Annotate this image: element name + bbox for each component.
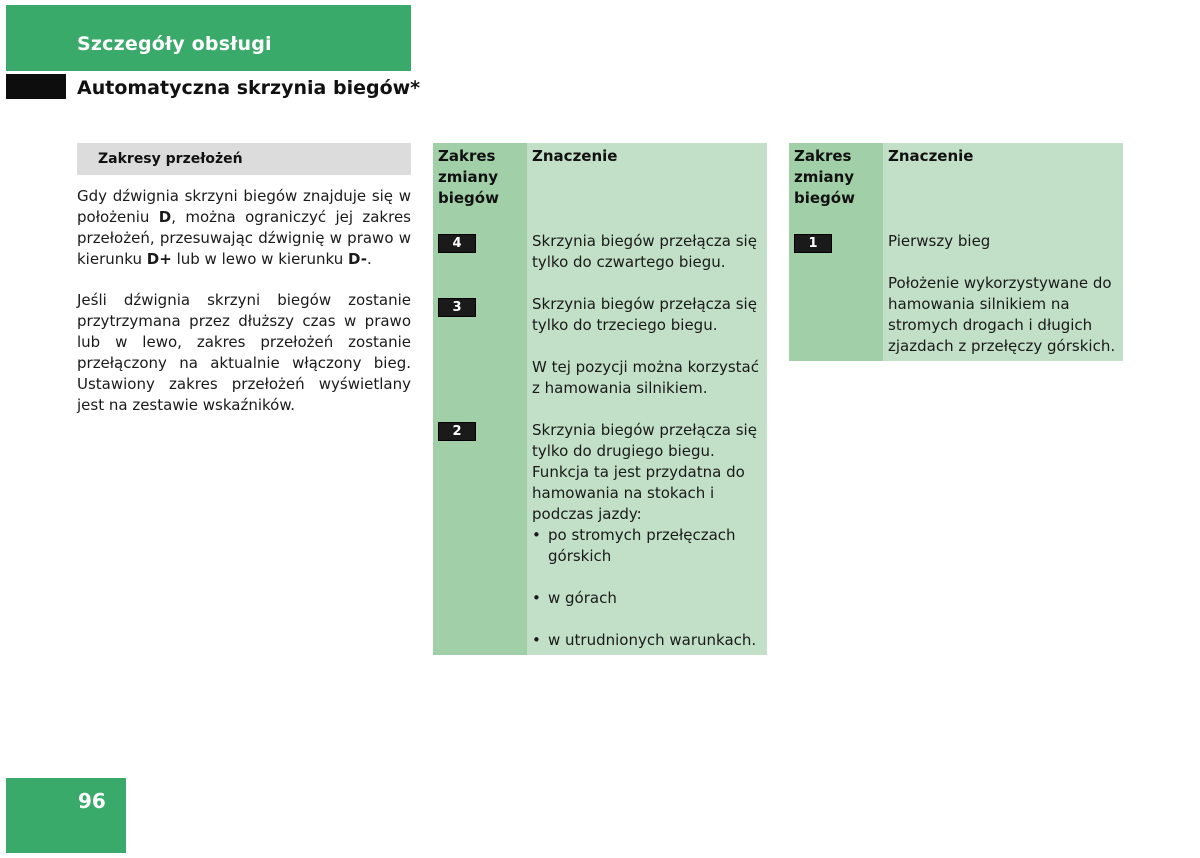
section-title: Szczegóły obsługi [77, 33, 272, 55]
gear-4-badge: 4 [438, 234, 476, 253]
page-title: Automatyczna skrzynia biegów* [77, 77, 421, 99]
gear-3-description: Skrzynia biegów przełącza się tylko do trzeciego biegu. [532, 295, 757, 334]
table-column-right [527, 143, 767, 655]
gear-2-description: Skrzynia biegów przełącza się tylko do drugiego biegu. Funkcja ta jest przydatna do hamowania na stokach i podczas jazdy: [532, 421, 757, 523]
gear-1-note: Położenie wykorzystywane do hamowania silnikiem na stromych drogach i długich zjazdach z przełęczy górskich. [888, 274, 1116, 355]
bullet-icon: • [532, 589, 541, 607]
table-header-meaning: Znaczenie [532, 147, 618, 165]
gear-2-badge: 2 [438, 422, 476, 441]
table-header-meaning: Znaczenie [888, 147, 974, 165]
gear-range-table-2 [789, 143, 1123, 361]
gear-1-description: Pierwszy bieg [888, 232, 991, 250]
gear-3-badge: 3 [438, 298, 476, 317]
gear-range-table: Zakres zmiany biegów Znaczenie 4 Skrzynia biegów przełącza się tylko do czwartego biegu. 3 Skrzynia biegów przełącza się tylko do trzeciego biegu. W tej pozycji można korzystać z hamowania silnikiem. 2 Skrzynia biegów przełącza się tylko do drugiego biegu. Funkcja ta jest przydatna do hamowania na stokach i podczas jazdy: • po stromych przełęczach górskich • w górach • w utrudnionych warunkach. [433, 143, 767, 655]
header-marker [6, 74, 66, 99]
page-number: 96 [78, 789, 106, 813]
table-column-left [433, 143, 527, 655]
page-number-box [6, 778, 126, 853]
bullet-icon: • [532, 526, 541, 544]
intro-paragraph-1: Gdy dźwignia skrzyni biegów znajduje się w położeniu D, można ograniczyć jej zakres przełożeń, przesuwając dźwignię w prawo w kierunku D+ lub w lewo w kierunku D-. [77, 187, 411, 268]
subsection-heading-bar [77, 143, 411, 175]
gear-3-note: W tej pozycji można korzystać z hamowania silnikiem. [532, 358, 759, 397]
intro-paragraph-2: Jeśli dźwignia skrzyni biegów zostanie przytrzymana przez dłuższy czas w prawo lub w lewo, zakres przełożeń zostanie przełączony na aktualnie włączony bieg. Ustawiony zakres przełożeń wyświetlany jest na zestawie wskaźników. [77, 291, 411, 414]
bullet-icon: • [532, 631, 541, 649]
subsection-heading: Zakresy przełożeń [98, 151, 243, 167]
table-header-range: Zakres zmiany biegów [794, 147, 855, 207]
gear-1-badge: 1 [794, 234, 832, 253]
gear-4-description: Skrzynia biegów przełącza się tylko do czwartego biegu. [532, 232, 757, 271]
table-header-range: Zakres zmiany biegów [438, 147, 499, 207]
